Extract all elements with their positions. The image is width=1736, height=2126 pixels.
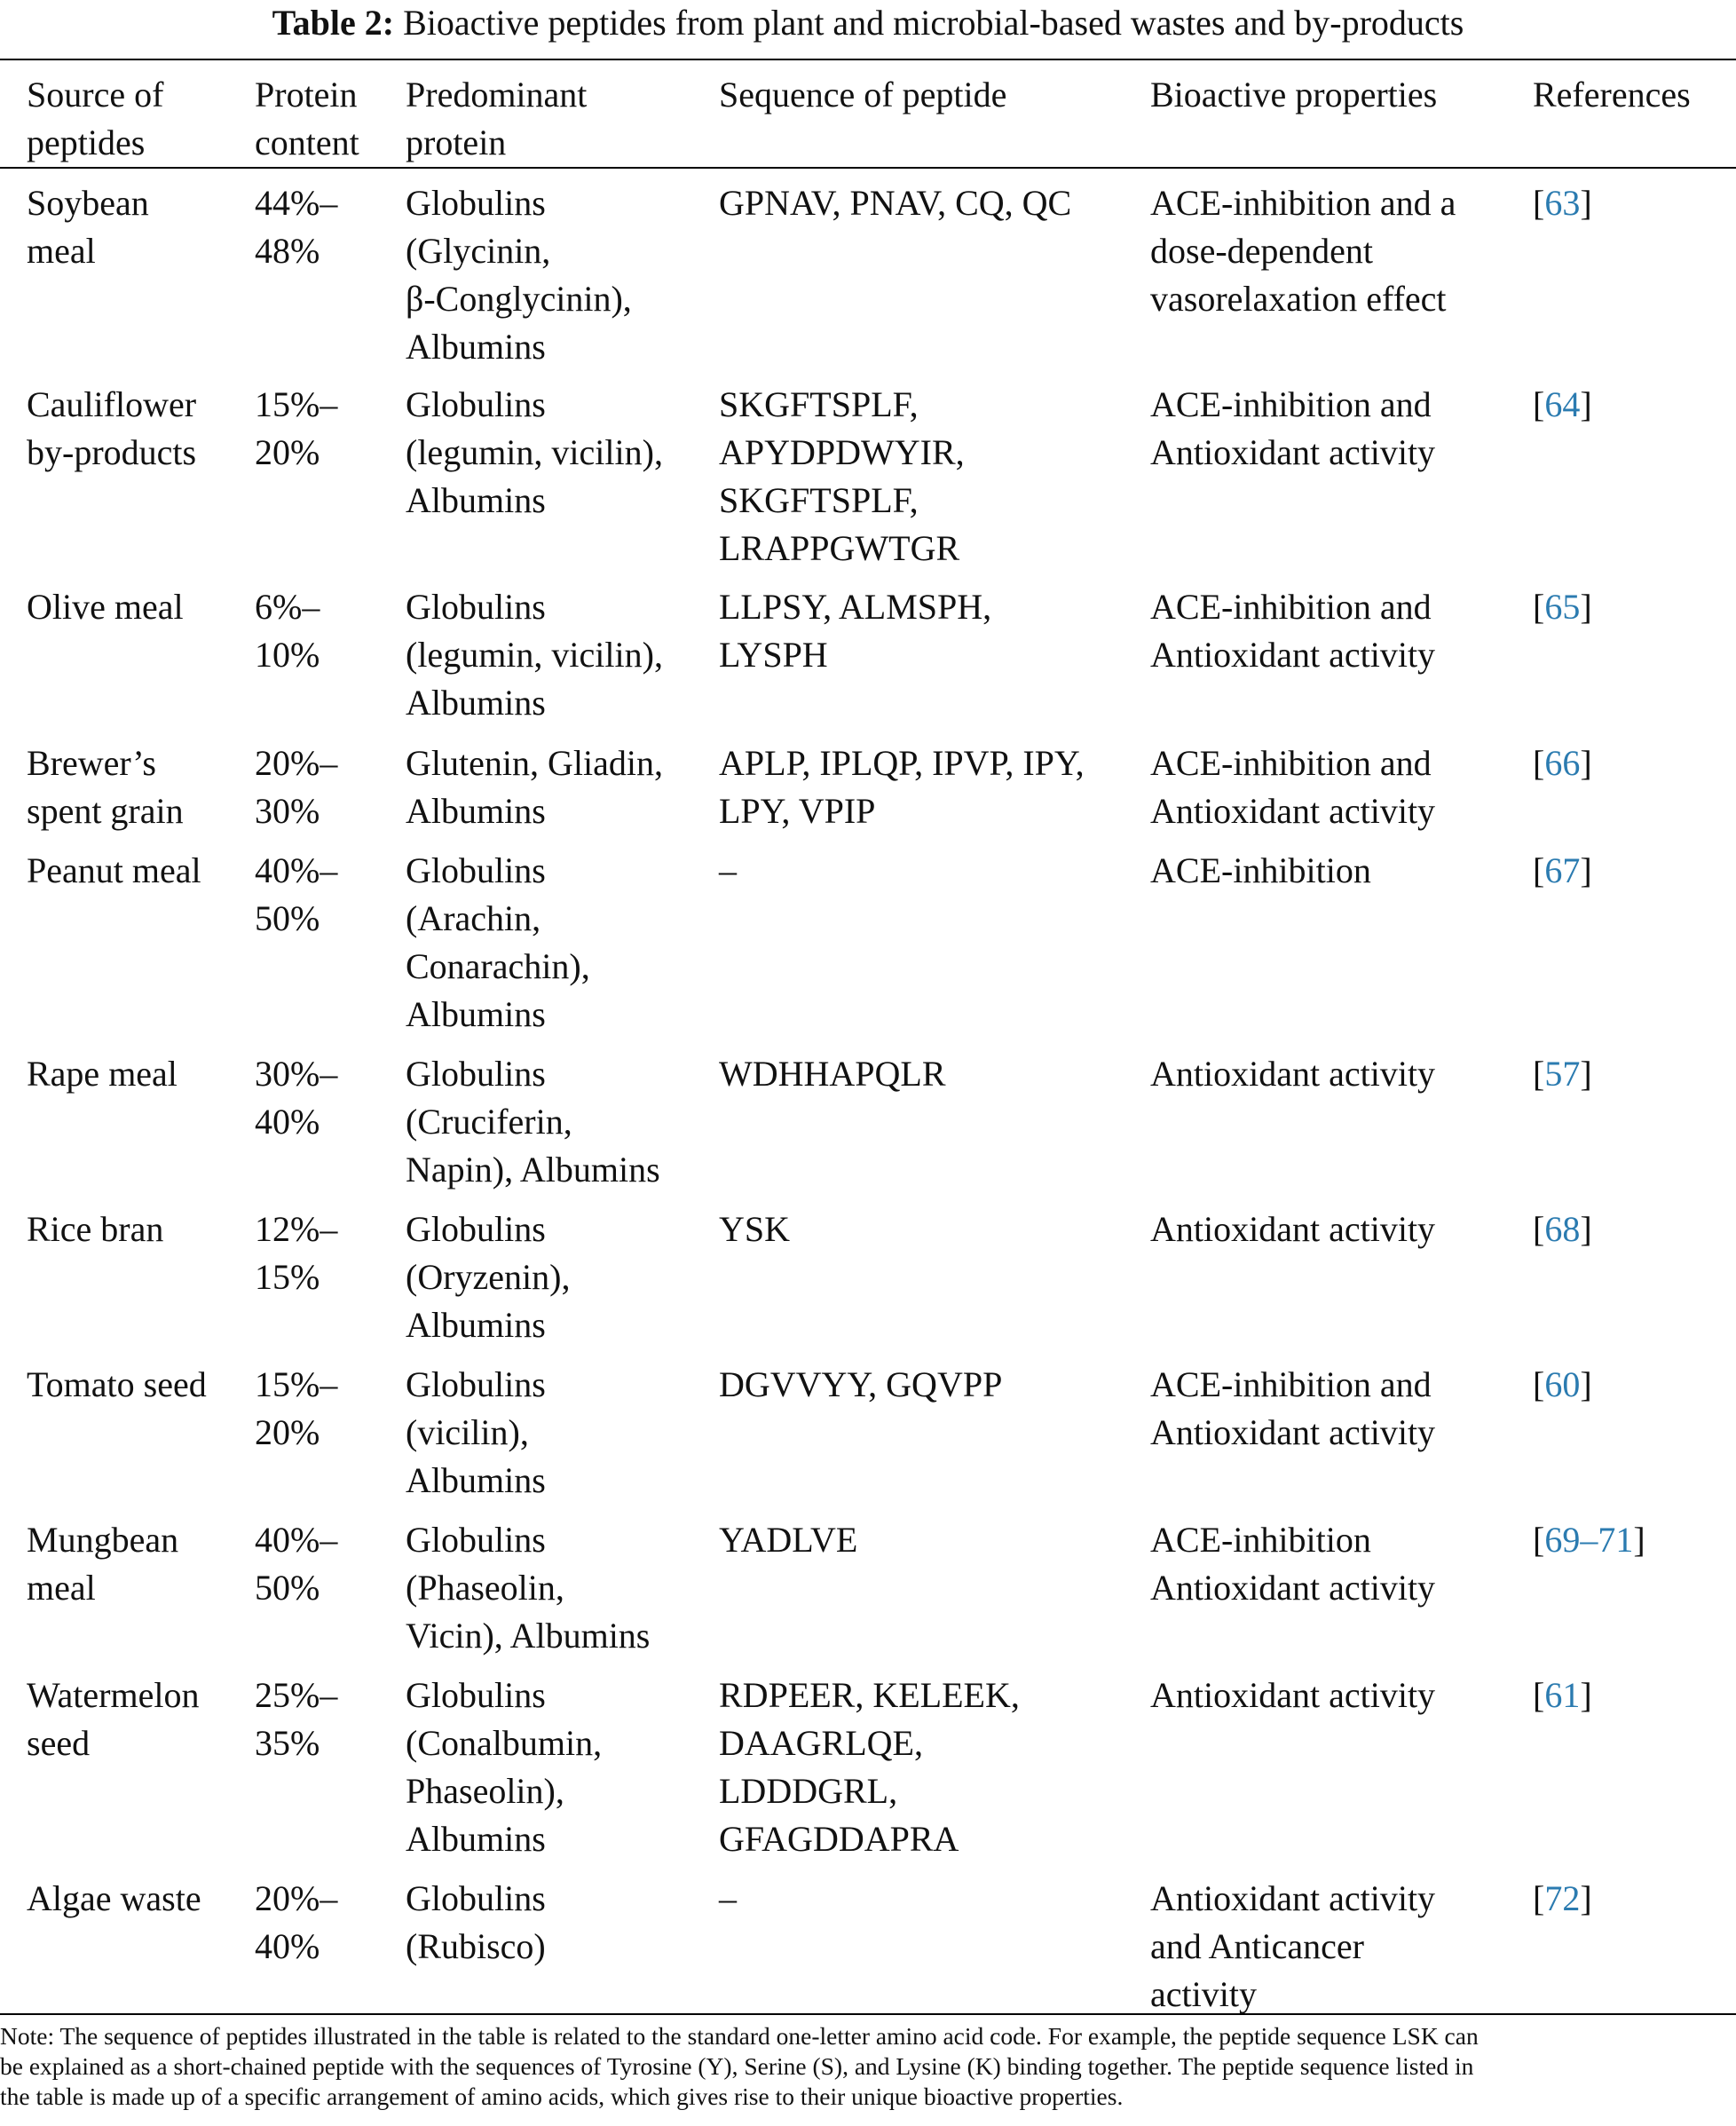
sequence-cell [719, 1205, 790, 1253]
cell-line: Antioxidant activity [1150, 635, 1436, 675]
cell-line: Globulins [406, 384, 546, 424]
cell-line: seed [27, 1723, 91, 1763]
bracket: [ [1533, 1054, 1545, 1094]
cell-line: Globulins [406, 183, 546, 223]
cell-line: Mungbean [27, 1520, 179, 1560]
cell-line: ACE-inhibition and a [1150, 183, 1456, 223]
sequence-cell [719, 739, 1085, 835]
table-label: Table 2: [272, 3, 395, 43]
reference-link[interactable]: 68 [1544, 1209, 1581, 1249]
cell-line: Cauliflower [27, 384, 197, 424]
cell-line: Albumins [406, 683, 546, 723]
cell-line: Phaseolin), [406, 1771, 564, 1811]
bioactive-properties-cell [1150, 179, 1456, 323]
table-note [0, 2021, 1736, 2112]
reference-link[interactable]: 72 [1544, 1878, 1581, 1918]
cell-line: 25%– [255, 1675, 338, 1715]
cell-line: Source of [27, 75, 164, 115]
cell-line: (Phaseolin, [406, 1568, 564, 1608]
sequence-cell [719, 381, 965, 573]
cell-line: peptides [27, 123, 146, 162]
cell-line: (Rubisco) [406, 1926, 546, 1966]
cell-line: Bioactive properties [1150, 75, 1438, 115]
bioactive-properties-cell [1150, 1050, 1435, 1098]
cell-line: 12%– [255, 1209, 338, 1249]
bracket: [ [1533, 743, 1545, 783]
reference-link[interactable]: 57 [1544, 1054, 1581, 1094]
bracket: [ [1533, 384, 1545, 424]
cell-line: 15%– [255, 384, 338, 424]
source-cell [27, 1361, 207, 1409]
cell-line: (Oryzenin), [406, 1257, 571, 1297]
cell-line: content [255, 123, 359, 162]
source-cell [27, 847, 201, 895]
cell-line: APLP, IPLQP, IPVP, IPY, [719, 743, 1085, 783]
note-line: Note: The sequence of peptides illustrated in the table is related to the standard one-letter amino acid code. For example, the peptide sequence LSK can [0, 2022, 1479, 2050]
sequence-cell [719, 1050, 946, 1098]
protein-content-cell [255, 381, 337, 477]
cell-line: Globulins [406, 1209, 546, 1249]
reference-cell [1533, 381, 1592, 429]
bracket: ] [1580, 1209, 1592, 1249]
cell-line: Globulins [406, 1878, 546, 1918]
protein-content-cell [255, 179, 337, 275]
bottom-rule [0, 2013, 1736, 2015]
bioactive-properties-cell [1150, 847, 1371, 895]
bracket: [ [1533, 1209, 1545, 1249]
column-header [406, 71, 587, 167]
predominant-protein-cell [406, 381, 663, 525]
cell-line: Albumins [406, 1305, 546, 1345]
protein-content-cell [255, 847, 337, 943]
cell-line: 40% [255, 1926, 320, 1966]
cell-line: Albumins [406, 327, 546, 367]
cell-line: Vicin), Albumins [406, 1616, 651, 1656]
predominant-protein-cell [406, 1672, 602, 1863]
cell-line: spent grain [27, 791, 184, 831]
protein-content-cell [255, 1875, 337, 1971]
cell-line: Conarachin), [406, 946, 590, 986]
protein-content-cell [255, 1672, 337, 1767]
column-header [719, 71, 1006, 119]
cell-line: DGVVYY, GQVPP [719, 1364, 1003, 1404]
cell-line: 48% [255, 231, 320, 271]
cell-line: (Arachin, [406, 898, 541, 938]
cell-line: ACE-inhibition and [1150, 743, 1432, 783]
cell-line: Albumins [406, 480, 546, 520]
reference-cell [1533, 1050, 1592, 1098]
cell-line: Globulins [406, 1675, 546, 1715]
bracket: [ [1533, 587, 1545, 627]
cell-line: 6%– [255, 587, 320, 627]
cell-line: Globulins [406, 850, 546, 890]
header-rule [0, 167, 1736, 169]
reference-link[interactable]: 61 [1544, 1675, 1581, 1715]
source-cell [27, 1205, 163, 1253]
cell-line: Globulins [406, 1520, 546, 1560]
cell-line: (legumin, vicilin), [406, 432, 663, 472]
cell-line: protein [406, 123, 507, 162]
bracket: ] [1580, 850, 1592, 890]
column-header [255, 71, 359, 167]
cell-line: Protein [255, 75, 358, 115]
cell-line: Albumins [406, 994, 546, 1034]
cell-line: Antioxidant activity [1150, 1675, 1436, 1715]
cell-line: Antioxidant activity [1150, 1054, 1436, 1094]
bioactive-properties-cell [1150, 1875, 1435, 2019]
bioactive-properties-cell [1150, 583, 1435, 679]
cell-line: dose-dependent [1150, 231, 1374, 271]
cell-line: – [719, 850, 737, 890]
cell-line: Antioxidant activity [1150, 1412, 1436, 1452]
predominant-protein-cell [406, 1361, 546, 1505]
cell-line: (Glycinin, [406, 231, 551, 271]
bioactive-properties-cell [1150, 1672, 1435, 1719]
column-header [1150, 71, 1437, 119]
cell-line: References [1533, 75, 1691, 115]
source-cell [27, 381, 196, 477]
source-cell [27, 1516, 178, 1612]
cell-line: LLPSY, ALMSPH, [719, 587, 992, 627]
cell-line: GFAGDDAPRA [719, 1819, 959, 1859]
predominant-protein-cell [406, 179, 632, 371]
reference-link[interactable]: 67 [1544, 850, 1581, 890]
cell-line: 44%– [255, 183, 338, 223]
bracket: ] [1580, 1364, 1592, 1404]
sequence-cell [719, 847, 737, 895]
cell-line: ACE-inhibition and [1150, 587, 1432, 627]
predominant-protein-cell [406, 1516, 650, 1660]
bracket: ] [1580, 1878, 1592, 1918]
cell-line: Antioxidant activity [1150, 1878, 1436, 1918]
cell-line: (Cruciferin, [406, 1102, 572, 1142]
bracket: ] [1580, 743, 1592, 783]
source-cell [27, 739, 184, 835]
bioactive-properties-cell [1150, 1516, 1435, 1612]
bracket: [ [1533, 850, 1545, 890]
source-cell [27, 1875, 201, 1923]
cell-line: Antioxidant activity [1150, 791, 1436, 831]
cell-line: Soybean [27, 183, 149, 223]
cell-line: Brewer’s [27, 743, 156, 783]
cell-line: ACE-inhibition [1150, 1520, 1371, 1560]
cell-line: Antioxidant activity [1150, 1568, 1436, 1608]
reference-link[interactable]: 69–71 [1544, 1520, 1634, 1560]
bracket: ] [1580, 587, 1592, 627]
cell-line: 20%– [255, 1878, 338, 1918]
sequence-cell [719, 1361, 1002, 1409]
cell-line: Albumins [406, 1460, 546, 1500]
cell-line: Globulins [406, 1364, 546, 1404]
source-cell [27, 583, 184, 631]
reference-cell [1533, 1875, 1592, 1923]
source-cell [27, 1050, 178, 1098]
cell-line: DAAGRLQE, [719, 1723, 923, 1763]
bracket: [ [1533, 1520, 1545, 1560]
sequence-cell [719, 1672, 1020, 1863]
bracket: [ [1533, 183, 1545, 223]
reference-cell [1533, 847, 1592, 895]
predominant-protein-cell [406, 1205, 570, 1349]
cell-line: Rape meal [27, 1054, 178, 1094]
cell-line: Rice bran [27, 1209, 164, 1249]
cell-line: Antioxidant activity [1150, 432, 1436, 472]
cell-line: 20% [255, 1412, 320, 1452]
cell-line: ACE-inhibition and [1150, 384, 1432, 424]
reference-link[interactable]: 66 [1544, 743, 1581, 783]
cell-line: and Anticancer [1150, 1926, 1364, 1966]
bioactive-properties-cell [1150, 1361, 1435, 1457]
cell-line: SKGFTSPLF, [719, 480, 919, 520]
cell-line: meal [27, 1568, 96, 1608]
predominant-protein-cell [406, 739, 663, 835]
cell-line: Antioxidant activity [1150, 1209, 1436, 1249]
cell-line: activity [1150, 1974, 1257, 2014]
protein-content-cell [255, 1516, 337, 1612]
reference-cell [1533, 179, 1592, 227]
bioactive-properties-cell [1150, 1205, 1435, 1253]
reference-cell [1533, 739, 1592, 787]
cell-line: Predominant [406, 75, 588, 115]
cell-line: vasorelaxation effect [1150, 279, 1447, 319]
note-line: the table is made up of a specific arrangement of amino acids, which gives rise to their unique bioactive properties. [0, 2083, 1124, 2110]
cell-line: Tomato seed [27, 1364, 207, 1404]
reference-link[interactable]: 65 [1544, 587, 1581, 627]
cell-line: meal [27, 231, 96, 271]
cell-line: ACE-inhibition [1150, 850, 1371, 890]
predominant-protein-cell [406, 847, 590, 1039]
cell-line: 50% [255, 1568, 320, 1608]
protein-content-cell [255, 739, 337, 835]
cell-line: 40% [255, 1102, 320, 1142]
protein-content-cell [255, 1050, 337, 1146]
cell-line: 20% [255, 432, 320, 472]
source-cell [27, 1672, 199, 1767]
cell-line: (Conalbumin, [406, 1723, 603, 1763]
cell-line: Globulins [406, 587, 546, 627]
reference-link[interactable]: 64 [1544, 384, 1581, 424]
cell-line: 15%– [255, 1364, 338, 1404]
cell-line: 40%– [255, 1520, 338, 1560]
cell-line: 20%– [255, 743, 338, 783]
cell-line: 35% [255, 1723, 320, 1763]
note-line: be explained as a short-chained peptide with the sequences of Tyrosine (Y), Serine (S), and Lysine (K) binding together. The peptide sequence listed in [0, 2052, 1474, 2080]
bracket: ] [1580, 1054, 1592, 1094]
bracket: [ [1533, 1364, 1545, 1404]
bioactive-properties-cell [1150, 739, 1435, 835]
cell-line: YSK [719, 1209, 791, 1249]
cell-line: RDPEER, KELEEK, [719, 1675, 1020, 1715]
cell-line: Peanut meal [27, 850, 201, 890]
cell-line: 50% [255, 898, 320, 938]
cell-line: LPY, VPIP [719, 791, 876, 831]
cell-line: Albumins [406, 1819, 546, 1859]
cell-line: Watermelon [27, 1675, 200, 1715]
cell-line: Globulins [406, 1054, 546, 1094]
sequence-cell [719, 583, 991, 679]
cell-line: APYDPDWYIR, [719, 432, 965, 472]
reference-cell [1533, 1516, 1645, 1564]
bracket: ] [1580, 183, 1592, 223]
cell-line: 10% [255, 635, 320, 675]
column-header [1533, 71, 1691, 119]
sequence-cell [719, 179, 1071, 227]
cell-line: 30% [255, 791, 320, 831]
bioactive-properties-cell [1150, 381, 1435, 477]
cell-line: SKGFTSPLF, [719, 384, 919, 424]
cell-line: GPNAV, PNAV, CQ, QC [719, 183, 1072, 223]
cell-line: 30%– [255, 1054, 338, 1094]
cell-line: by-products [27, 432, 197, 472]
protein-content-cell [255, 583, 320, 679]
reference-cell [1533, 1205, 1592, 1253]
cell-line: Sequence of peptide [719, 75, 1007, 115]
cell-line: Glutenin, Gliadin, [406, 743, 663, 783]
predominant-protein-cell [406, 1875, 546, 1971]
reference-cell [1533, 1361, 1592, 1409]
cell-line: ACE-inhibition and [1150, 1364, 1432, 1404]
cell-line: LRAPPGWTGR [719, 528, 960, 568]
reference-cell [1533, 1672, 1592, 1719]
predominant-protein-cell [406, 1050, 660, 1194]
bracket: ] [1633, 1520, 1645, 1560]
sequence-cell [719, 1875, 737, 1923]
protein-content-cell [255, 1361, 337, 1457]
predominant-protein-cell [406, 583, 663, 727]
top-rule [0, 59, 1736, 60]
cell-line: Napin), Albumins [406, 1150, 660, 1189]
source-cell [27, 179, 149, 275]
table-caption [0, 5, 1736, 41]
bracket: ] [1580, 1675, 1592, 1715]
cell-line: WDHHAPQLR [719, 1054, 946, 1094]
cell-line: – [719, 1878, 737, 1918]
cell-line: LDDDGRL, [719, 1771, 898, 1811]
protein-content-cell [255, 1205, 337, 1301]
cell-line: Albumins [406, 791, 546, 831]
cell-line: (legumin, vicilin), [406, 635, 663, 675]
reference-link[interactable]: 63 [1544, 183, 1581, 223]
cell-line: β-Conglycinin), [406, 279, 632, 319]
bracket: [ [1533, 1675, 1545, 1715]
bracket: ] [1580, 384, 1592, 424]
cell-line: Olive meal [27, 587, 184, 627]
cell-line: Algae waste [27, 1878, 201, 1918]
reference-link[interactable]: 60 [1544, 1364, 1581, 1404]
column-header [27, 71, 163, 167]
cell-line: (vicilin), [406, 1412, 529, 1452]
reference-cell [1533, 583, 1592, 631]
sequence-cell [719, 1516, 857, 1564]
cell-line: 15% [255, 1257, 320, 1297]
table-title: Bioactive peptides from plant and microbial-based wastes and by-products [403, 3, 1464, 43]
bracket: [ [1533, 1878, 1545, 1918]
cell-line: LYSPH [719, 635, 828, 675]
cell-line: YADLVE [719, 1520, 858, 1560]
cell-line: 40%– [255, 850, 338, 890]
